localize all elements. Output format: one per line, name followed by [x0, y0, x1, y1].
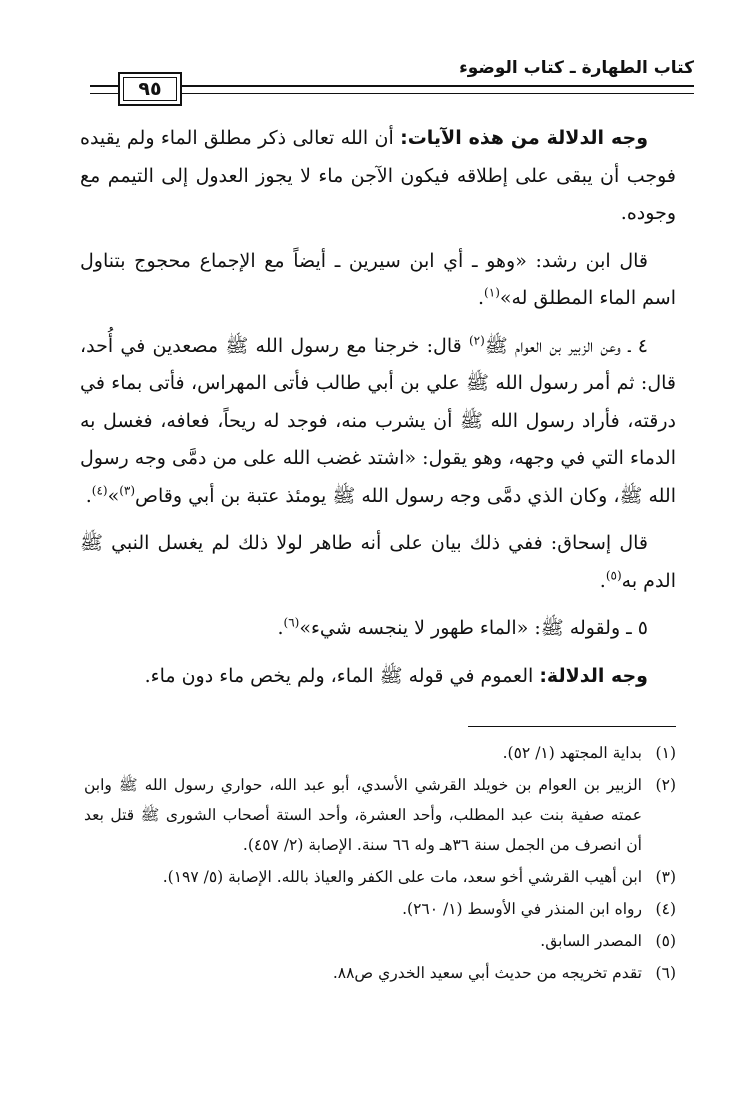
paragraph-4-text: قال إسحاق: ففي ذلك بيان على أنه طاهر لولا ذلك لم يغسل النبي ﷺ الدم به: [80, 532, 676, 592]
footnote-mark: (٥): [655, 932, 676, 950]
footnote-ref-4[interactable]: (٤): [91, 483, 108, 498]
header-rule-left: [90, 85, 118, 94]
paragraph-6: [80, 658, 676, 696]
paragraph-3-text-b: قال: خرجنا مع رسول الله ﷺ مصعدين في أُحد، قال: ثم أمر رسول الله ﷺ علي بن أبي طالب فأتى المهراس، فأتى بماء في درقته، فأراد رسول الله ﷺ أن يشرب منه، فوجد له ريحاً، فعافه، فغسل به الدماء التي في وجهه، وهو يقول: «اشتد غضب الله على من دمَّى وجه رسول الله ﷺ، وكان الذي دمَّى وجه رسول الله ﷺ يومئذ عتبة بن أبي وقاص: [80, 334, 676, 507]
footnote-item: [84, 894, 676, 924]
footnotes-list: [84, 738, 676, 990]
footnote-text: ابن أهيب القرشي أخو سعد، مات على الكفر والعياذ بالله. الإصابة (٥/ ١٩٧).: [162, 868, 642, 886]
paragraph-3-end: .: [85, 484, 92, 507]
footnote-mark: (١): [655, 744, 676, 762]
footnote-item: [84, 862, 676, 892]
paragraph-3: [80, 328, 676, 516]
paragraph-1-text: أن الله تعالى ذكر مطلق الماء ولم يقيده فوجب أن يبقى على إطلاقه فيكون الآجن ماء لا يجوز العدول إلى التيمم مع وجوده.: [80, 127, 676, 224]
footnote-item: [84, 958, 676, 988]
footnote-text: تقدم تخريجه من حديث أبي سعيد الخدري ص٨٨.: [332, 964, 642, 982]
paragraph-3-text-a: ٤ ـ وعن الزبير بن العوام ﷺ: [484, 334, 648, 357]
footnote-item: [84, 770, 676, 860]
paragraph-6-text: العموم في قوله ﷺ الماء، ولم يخص ماء دون ماء.: [144, 664, 540, 687]
paragraph-5-text: ٥ ـ ولقوله ﷺ: «الماء طهور لا ينجسه شيء»: [299, 617, 648, 639]
footnote-mark: (٢): [655, 776, 676, 794]
paragraph-2-end: .: [478, 287, 485, 309]
paragraph-2: [80, 243, 676, 318]
footnote-mark: (٤): [655, 900, 676, 918]
footnote-text: المصدر السابق.: [540, 932, 642, 950]
paragraph-1-lead: وجه الدلالة من هذه الآيات:: [400, 127, 648, 149]
footnote-ref-1[interactable]: (١): [484, 285, 500, 300]
footnote-ref-3[interactable]: (٣): [119, 483, 136, 498]
footnote-text: رواه ابن المنذر في الأوسط (١/ ٢٦٠).: [402, 900, 642, 918]
footnote-ref-2[interactable]: (٢): [468, 333, 485, 348]
main-text: [80, 120, 676, 705]
paragraph-5-end: .: [277, 617, 284, 639]
paragraph-4-end: .: [599, 569, 606, 592]
paragraph-3-text-c: »: [107, 484, 120, 507]
footnote-separator: [468, 726, 676, 727]
footnote-mark: (٣): [655, 868, 676, 886]
paragraph-1: [80, 120, 676, 233]
paragraph-4: [80, 525, 676, 600]
footnote-item: [84, 738, 676, 768]
header-rule: [182, 85, 694, 94]
running-title: كتاب الطهارة ـ كتاب الوضوء: [459, 58, 694, 78]
paragraph-6-lead: وجه الدلالة:: [539, 664, 648, 687]
paragraph-2-text: قال ابن رشد: «وهو ـ أي ابن سيرين ـ أيضاً مع الإجماع محجوج بتناول اسم الماء المطلق له»: [80, 249, 676, 309]
footnote-text: بداية المجتهد (١/ ٥٢).: [502, 744, 642, 762]
paragraph-5: [80, 610, 676, 648]
page-number: ٩٥: [138, 78, 162, 100]
footnote-ref-5[interactable]: (٥): [605, 568, 622, 583]
footnote-item: [84, 926, 676, 956]
footnote-mark: (٦): [655, 964, 676, 982]
page-number-box: [118, 72, 182, 106]
footnote-text: الزبير بن العوام بن خويلد القرشي الأسدي، أبو عبد الله، حواري رسول الله ﷺ وابن عمته صفية بنت عبد المطلب، وأحد العشرة، وأحد الستة أصحاب الشورى ﷺ قتل بعد أن انصرف من الجمل سنة ٣٦هـ وله ٦٦ سنة. الإصابة (٢/ ٤٥٧).: [84, 776, 642, 854]
footnote-ref-6[interactable]: (٦): [283, 615, 300, 630]
